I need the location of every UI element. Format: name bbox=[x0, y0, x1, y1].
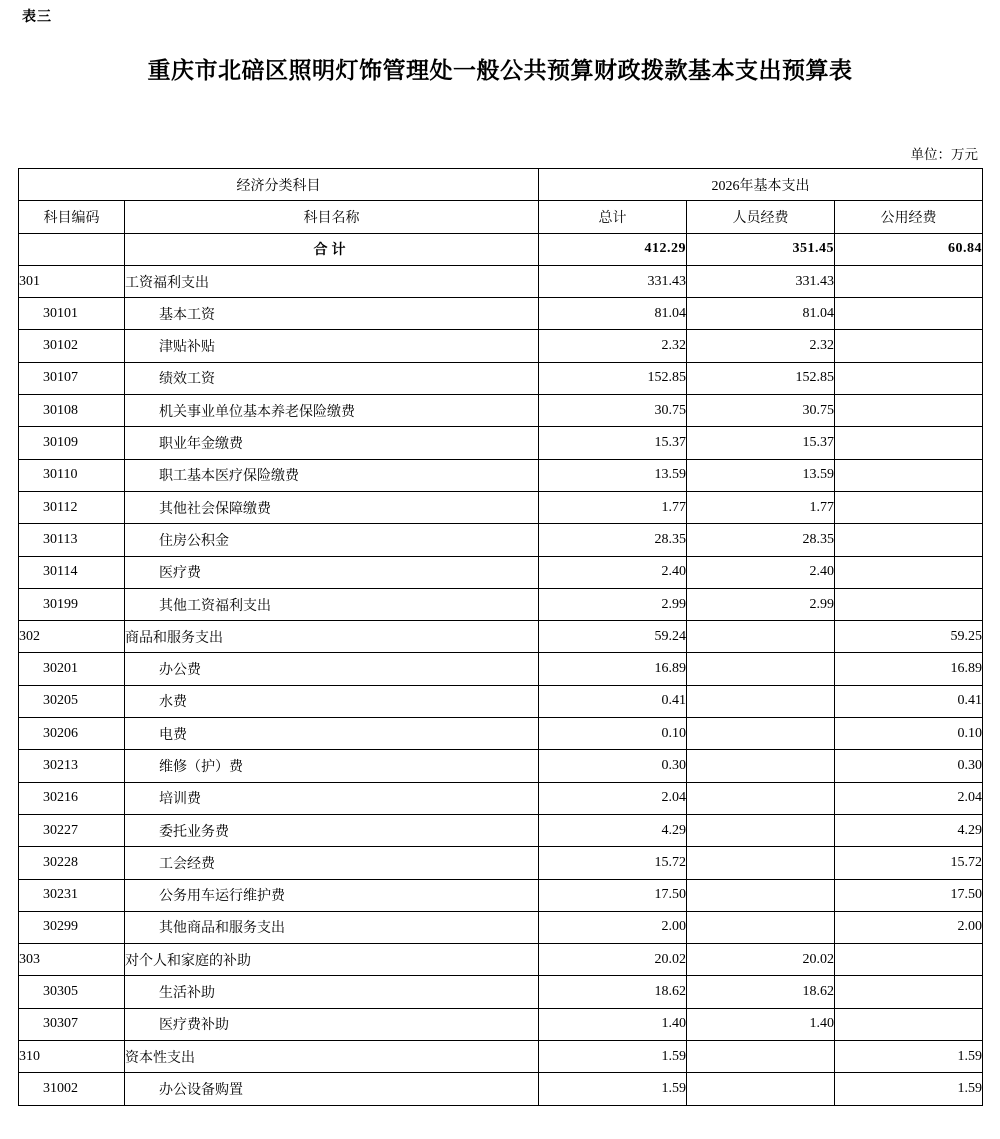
cell-personnel bbox=[687, 718, 835, 750]
table-row bbox=[19, 1008, 983, 1040]
unit-note: 单位：万元 bbox=[910, 147, 978, 162]
cell-public bbox=[835, 491, 983, 523]
cell-personnel bbox=[687, 847, 835, 879]
cell-personnel: 15.37 bbox=[687, 427, 835, 459]
cell-total: 0.30 bbox=[539, 750, 687, 782]
cell-name: 工会经费 bbox=[125, 847, 539, 879]
table-row bbox=[19, 362, 983, 394]
cell-name: 职业年金缴费 bbox=[125, 427, 539, 459]
header-col-personnel: 人员经费 bbox=[687, 201, 835, 233]
cell-personnel: 351.45 bbox=[687, 233, 835, 265]
cell-public: 0.10 bbox=[835, 718, 983, 750]
header-col-name: 科目名称 bbox=[125, 201, 539, 233]
cell-name: 住房公积金 bbox=[125, 524, 539, 556]
table-row bbox=[19, 1041, 983, 1073]
cell-personnel: 331.43 bbox=[687, 265, 835, 297]
header-group-subject: 经济分类科目 bbox=[19, 169, 539, 201]
cell-code: 30299 bbox=[19, 911, 125, 943]
cell-name: 机关事业单位基本养老保险缴费 bbox=[125, 395, 539, 427]
cell-total: 1.77 bbox=[539, 491, 687, 523]
cell-name: 其他工资福利支出 bbox=[125, 588, 539, 620]
cell-name: 生活补助 bbox=[125, 976, 539, 1008]
table-row bbox=[19, 233, 983, 265]
cell-total: 152.85 bbox=[539, 362, 687, 394]
cell-personnel bbox=[687, 879, 835, 911]
cell-total: 81.04 bbox=[539, 298, 687, 330]
cell-public: 1.59 bbox=[835, 1073, 983, 1105]
cell-public bbox=[835, 459, 983, 491]
cell-personnel: 30.75 bbox=[687, 395, 835, 427]
header-col-public: 公用经费 bbox=[835, 201, 983, 233]
cell-personnel bbox=[687, 750, 835, 782]
table-group-header-row bbox=[19, 169, 983, 201]
table-row bbox=[19, 556, 983, 588]
cell-name: 津贴补贴 bbox=[125, 330, 539, 362]
cell-code: 30109 bbox=[19, 427, 125, 459]
cell-name: 基本工资 bbox=[125, 298, 539, 330]
cell-personnel bbox=[687, 814, 835, 846]
cell-total: 2.32 bbox=[539, 330, 687, 362]
table-row bbox=[19, 524, 983, 556]
cell-public bbox=[835, 1008, 983, 1040]
cell-personnel: 18.62 bbox=[687, 976, 835, 1008]
table-row bbox=[19, 685, 983, 717]
cell-public: 16.89 bbox=[835, 653, 983, 685]
cell-name: 资本性支出 bbox=[125, 1041, 539, 1073]
cell-code: 310 bbox=[19, 1041, 125, 1073]
cell-code: 30107 bbox=[19, 362, 125, 394]
cell-total: 0.10 bbox=[539, 718, 687, 750]
cell-personnel: 2.32 bbox=[687, 330, 835, 362]
cell-public bbox=[835, 265, 983, 297]
cell-name: 医疗费补助 bbox=[125, 1008, 539, 1040]
cell-name: 委托业务费 bbox=[125, 814, 539, 846]
cell-total: 2.04 bbox=[539, 782, 687, 814]
cell-public: 1.59 bbox=[835, 1041, 983, 1073]
cell-public bbox=[835, 944, 983, 976]
cell-name: 对个人和家庭的补助 bbox=[125, 944, 539, 976]
cell-public bbox=[835, 976, 983, 1008]
header-col-total: 总计 bbox=[539, 201, 687, 233]
cell-total: 13.59 bbox=[539, 459, 687, 491]
cell-public bbox=[835, 330, 983, 362]
cell-code: 30201 bbox=[19, 653, 125, 685]
cell-personnel bbox=[687, 653, 835, 685]
table-row bbox=[19, 718, 983, 750]
cell-total: 1.59 bbox=[539, 1073, 687, 1105]
cell-personnel bbox=[687, 782, 835, 814]
cell-public: 2.00 bbox=[835, 911, 983, 943]
cell-personnel: 1.40 bbox=[687, 1008, 835, 1040]
cell-personnel bbox=[687, 621, 835, 653]
table-row bbox=[19, 459, 983, 491]
form-number-label: 表三 bbox=[22, 10, 52, 25]
table-row bbox=[19, 265, 983, 297]
cell-code: 30108 bbox=[19, 395, 125, 427]
cell-public: 2.04 bbox=[835, 782, 983, 814]
cell-public bbox=[835, 588, 983, 620]
cell-code: 303 bbox=[19, 944, 125, 976]
page-title: 重庆市北碚区照明灯饰管理处一般公共预算财政拨款基本支出预算表 bbox=[147, 58, 853, 83]
table-row bbox=[19, 653, 983, 685]
cell-name: 培训费 bbox=[125, 782, 539, 814]
cell-total: 412.29 bbox=[539, 233, 687, 265]
cell-total: 2.99 bbox=[539, 588, 687, 620]
cell-personnel: 2.40 bbox=[687, 556, 835, 588]
cell-public: 17.50 bbox=[835, 879, 983, 911]
table-row bbox=[19, 330, 983, 362]
cell-code: 302 bbox=[19, 621, 125, 653]
cell-public bbox=[835, 556, 983, 588]
table-header bbox=[19, 169, 983, 234]
header-group-expenditure: 2026年基本支出 bbox=[539, 169, 983, 201]
cell-total: 1.59 bbox=[539, 1041, 687, 1073]
cell-name: 维修（护）费 bbox=[125, 750, 539, 782]
cell-personnel: 152.85 bbox=[687, 362, 835, 394]
table-row bbox=[19, 879, 983, 911]
table-row bbox=[19, 395, 983, 427]
cell-personnel: 28.35 bbox=[687, 524, 835, 556]
cell-name: 合计 bbox=[125, 233, 539, 265]
cell-personnel bbox=[687, 1073, 835, 1105]
cell-total: 20.02 bbox=[539, 944, 687, 976]
cell-total: 1.40 bbox=[539, 1008, 687, 1040]
cell-code: 30305 bbox=[19, 976, 125, 1008]
cell-public: 0.30 bbox=[835, 750, 983, 782]
cell-public bbox=[835, 524, 983, 556]
table-row bbox=[19, 491, 983, 523]
header-col-code: 科目编码 bbox=[19, 201, 125, 233]
cell-code: 30112 bbox=[19, 491, 125, 523]
cell-personnel: 1.77 bbox=[687, 491, 835, 523]
cell-name: 水费 bbox=[125, 685, 539, 717]
cell-public bbox=[835, 362, 983, 394]
table-row bbox=[19, 847, 983, 879]
cell-public bbox=[835, 395, 983, 427]
cell-personnel bbox=[687, 911, 835, 943]
table-row bbox=[19, 427, 983, 459]
cell-name: 商品和服务支出 bbox=[125, 621, 539, 653]
cell-public: 0.41 bbox=[835, 685, 983, 717]
cell-public: 15.72 bbox=[835, 847, 983, 879]
cell-name: 职工基本医疗保险缴费 bbox=[125, 459, 539, 491]
cell-code: 31002 bbox=[19, 1073, 125, 1105]
table-row bbox=[19, 976, 983, 1008]
cell-total: 2.00 bbox=[539, 911, 687, 943]
cell-public: 59.25 bbox=[835, 621, 983, 653]
cell-code: 30113 bbox=[19, 524, 125, 556]
cell-personnel: 81.04 bbox=[687, 298, 835, 330]
table-row bbox=[19, 298, 983, 330]
cell-name: 公务用车运行维护费 bbox=[125, 879, 539, 911]
cell-code: 30213 bbox=[19, 750, 125, 782]
cell-code: 30216 bbox=[19, 782, 125, 814]
table-row bbox=[19, 944, 983, 976]
cell-total: 4.29 bbox=[539, 814, 687, 846]
cell-total: 331.43 bbox=[539, 265, 687, 297]
cell-name: 其他社会保障缴费 bbox=[125, 491, 539, 523]
cell-name: 其他商品和服务支出 bbox=[125, 911, 539, 943]
table-row bbox=[19, 750, 983, 782]
cell-public: 60.84 bbox=[835, 233, 983, 265]
cell-public bbox=[835, 427, 983, 459]
cell-total: 16.89 bbox=[539, 653, 687, 685]
cell-total: 59.24 bbox=[539, 621, 687, 653]
cell-code: 30199 bbox=[19, 588, 125, 620]
cell-personnel: 20.02 bbox=[687, 944, 835, 976]
table-body bbox=[19, 233, 983, 1105]
cell-code: 30101 bbox=[19, 298, 125, 330]
cell-name: 绩效工资 bbox=[125, 362, 539, 394]
table-row bbox=[19, 621, 983, 653]
cell-code bbox=[19, 233, 125, 265]
table-row bbox=[19, 782, 983, 814]
cell-total: 0.41 bbox=[539, 685, 687, 717]
cell-code: 30110 bbox=[19, 459, 125, 491]
cell-code: 30205 bbox=[19, 685, 125, 717]
cell-total: 15.72 bbox=[539, 847, 687, 879]
cell-personnel: 2.99 bbox=[687, 588, 835, 620]
cell-total: 28.35 bbox=[539, 524, 687, 556]
cell-public bbox=[835, 298, 983, 330]
cell-total: 18.62 bbox=[539, 976, 687, 1008]
table-row bbox=[19, 1073, 983, 1105]
cell-total: 17.50 bbox=[539, 879, 687, 911]
cell-code: 30102 bbox=[19, 330, 125, 362]
cell-code: 30228 bbox=[19, 847, 125, 879]
cell-total: 2.40 bbox=[539, 556, 687, 588]
cell-code: 301 bbox=[19, 265, 125, 297]
cell-code: 30227 bbox=[19, 814, 125, 846]
cell-public: 4.29 bbox=[835, 814, 983, 846]
table-row bbox=[19, 814, 983, 846]
cell-name: 办公费 bbox=[125, 653, 539, 685]
cell-code: 30307 bbox=[19, 1008, 125, 1040]
cell-total: 15.37 bbox=[539, 427, 687, 459]
cell-personnel bbox=[687, 1041, 835, 1073]
table-column-header-row bbox=[19, 201, 983, 233]
cell-code: 30206 bbox=[19, 718, 125, 750]
cell-code: 30231 bbox=[19, 879, 125, 911]
cell-name: 医疗费 bbox=[125, 556, 539, 588]
cell-code: 30114 bbox=[19, 556, 125, 588]
cell-name: 电费 bbox=[125, 718, 539, 750]
cell-total: 30.75 bbox=[539, 395, 687, 427]
cell-name: 办公设备购置 bbox=[125, 1073, 539, 1105]
table-row bbox=[19, 588, 983, 620]
cell-name: 工资福利支出 bbox=[125, 265, 539, 297]
cell-personnel: 13.59 bbox=[687, 459, 835, 491]
table-row bbox=[19, 911, 983, 943]
cell-personnel bbox=[687, 685, 835, 717]
budget-table bbox=[18, 168, 983, 1106]
